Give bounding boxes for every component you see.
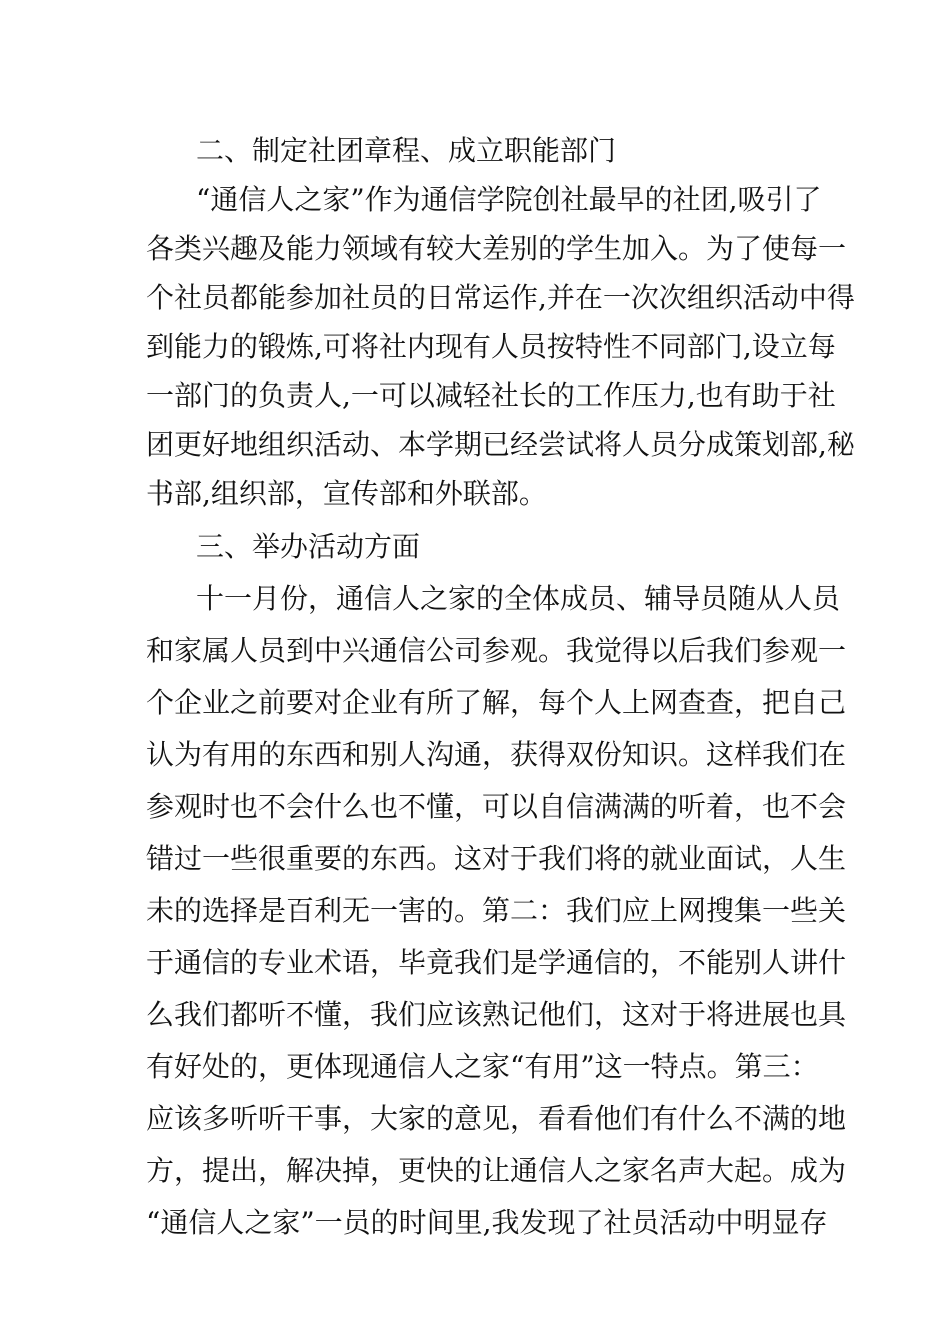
- paragraph-line: 参观时也不会什么也不懂，可以自信满满的听着，也不会: [146, 790, 847, 823]
- paragraph-line: 到能力的锻炼,可将社内现有人员按特性不同部门,设立每: [146, 330, 836, 363]
- paragraph-line: 有好处的，更体现通信人之家“有用”这一特点。第三：: [146, 1050, 819, 1083]
- paragraph-line: “通信人之家”作为通信学院创社最早的社团,吸引了: [196, 183, 822, 216]
- paragraph-line: 书部,组织部，宣传部和外联部。: [146, 477, 547, 510]
- paragraph-line: 于通信的专业术语，毕竟我们是学通信的，不能别人讲什: [146, 946, 847, 979]
- paragraph-line: 一部门的负责人,一可以减轻社长的工作压力,也有助于社: [146, 379, 836, 412]
- section-heading-2: 二、制定社团章程、成立职能部门: [196, 134, 617, 167]
- paragraph-line: 个社员都能参加社员的日常运作,并在一次次组织活动中得: [146, 281, 855, 314]
- paragraph-line: 么我们都听不懂，我们应该熟记他们，这对于将进展也具: [146, 998, 847, 1031]
- paragraph-line: 应该多听听干事，大家的意见，看看他们有什么不满的地: [146, 1102, 847, 1135]
- paragraph-line: 十一月份，通信人之家的全体成员、辅导员随从人员: [196, 582, 841, 615]
- paragraph-line: 和家属人员到中兴通信公司参观。我觉得以后我们参观一: [146, 634, 847, 667]
- paragraph-line: 认为有用的东西和别人沟通，获得双份知识。这样我们在: [146, 738, 847, 771]
- paragraph-line: 错过一些很重要的东西。这对于我们将的就业面试，人生: [146, 842, 847, 875]
- paragraph-line: 各类兴趣及能力领域有较大差别的学生加入。为了使每一: [146, 232, 847, 265]
- paragraph-line: 未的选择是百利无一害的。第二：我们应上网搜集一些关: [146, 894, 847, 927]
- paragraph-line: 团更好地组织活动、本学期已经尝试将人员分成策划部,秘: [146, 428, 855, 461]
- paragraph-line: 个企业之前要对企业有所了解，每个人上网查查，把自己: [146, 686, 847, 719]
- paragraph-line: 方，提出，解决掉，更快的让通信人之家名声大起。成为: [146, 1154, 847, 1187]
- paragraph-line: “通信人之家”一员的时间里,我发现了社员活动中明显存: [146, 1206, 828, 1239]
- section-heading-3: 三、举办活动方面: [196, 530, 421, 563]
